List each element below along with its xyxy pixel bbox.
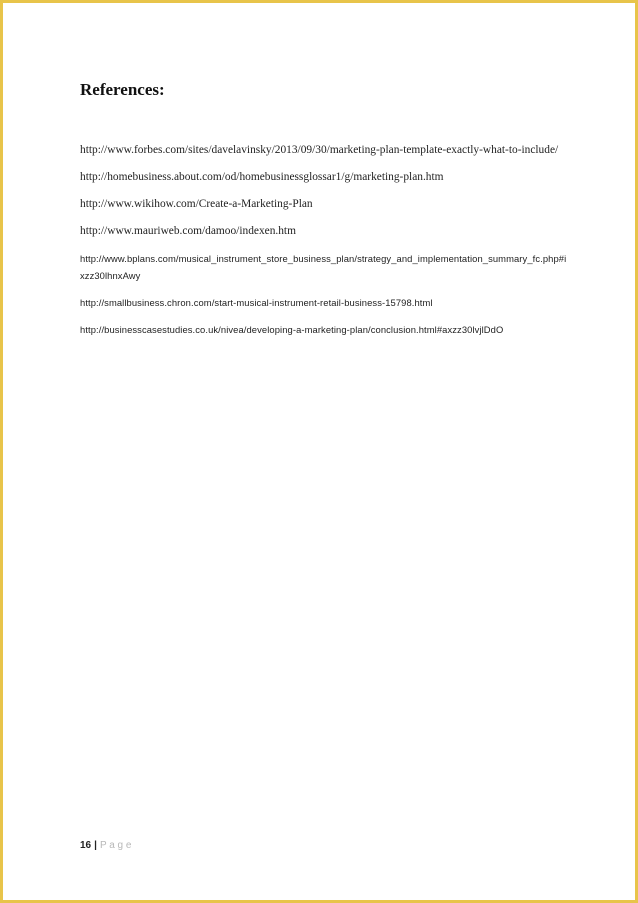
page-label: P a g e	[99, 840, 132, 851]
footer-separator: |	[94, 840, 97, 851]
references-heading: References:	[80, 80, 165, 99]
page-number: 16	[80, 840, 92, 851]
reference-link-about[interactable]: http://homebusiness.about.com/od/homebusinessglossar1/g/marketing-plan.htm	[80, 171, 444, 183]
reference-link-chron[interactable]: http://smallbusiness.chron.com/start-musical-instrument-retail-business-15798.html	[80, 297, 433, 308]
reference-link-wikihow[interactable]: http://www.wikihow.com/Create-a-Marketing-Plan	[80, 198, 313, 210]
reference-link-forbes[interactable]: http://www.forbes.com/sites/davelavinsky/2013/09/30/marketing-plan-template-exactly-what-to-include/	[80, 144, 559, 156]
page-footer	[80, 840, 131, 851]
reference-link-businesscasestudies[interactable]: http://businesscasestudies.co.uk/nivea/developing-a-marketing-plan/conclusion.html#axzz30lvjlDdO	[80, 324, 504, 335]
references-list	[80, 143, 570, 338]
reference-link-mauriweb[interactable]: http://www.mauriweb.com/damoo/indexen.htm	[80, 225, 296, 237]
reference-link-bplans[interactable]: http://www.bplans.com/musical_instrument_store_business_plan/strategy_and_implementation_summary_fc.php#ixzz30lhnxAwy	[80, 253, 567, 281]
